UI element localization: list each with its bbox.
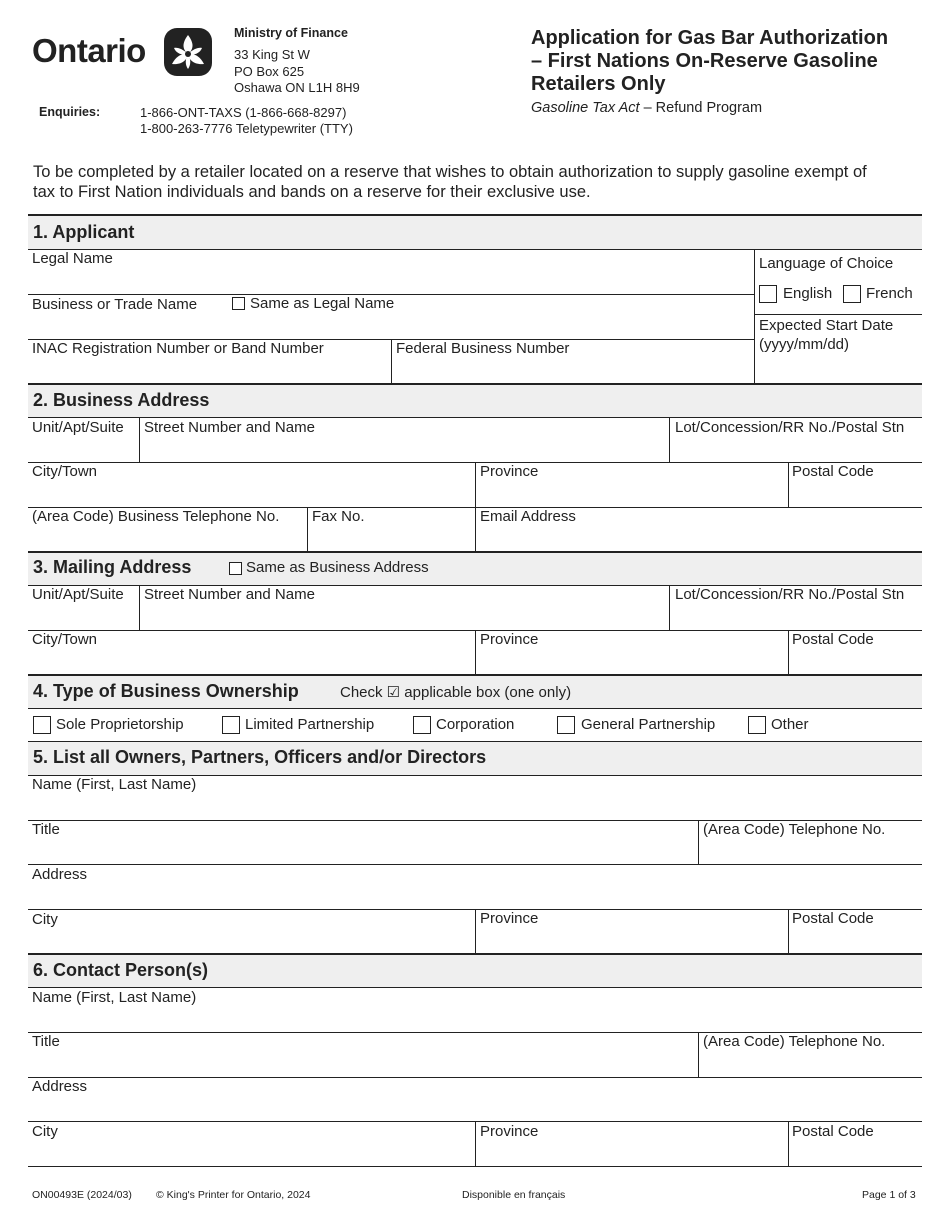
s3-city-label: City/Town: [32, 631, 98, 648]
form-subtitle: [531, 100, 762, 116]
s6-address-field[interactable]: [28, 1078, 922, 1121]
s6-address-label: Address: [32, 1078, 88, 1095]
s2-email-label: Email Address: [480, 508, 576, 525]
s6-postal-label: Postal Code: [792, 1123, 874, 1140]
s6-phone-label: (Area Code) Telephone No.: [703, 1033, 886, 1050]
intro-line1: To be completed by a retailer located on a reserve that wishes to obtain authorization to supply gasoline exempt of: [33, 163, 867, 181]
french-checkbox[interactable]: [843, 285, 861, 303]
logo-wordmark: Ontario: [32, 32, 146, 69]
ministry-address-line3: Oshawa ON L1H 8H9: [234, 80, 360, 95]
inac-number-label: INAC Registration Number or Band Number: [32, 340, 324, 357]
legal-name-input[interactable]: [28, 250, 754, 294]
footer-french: Disponible en français: [462, 1189, 566, 1201]
s5-city-label: City: [32, 911, 58, 928]
same-as-legal-checkbox[interactable]: [232, 297, 245, 310]
s2-fax-label: Fax No.: [312, 508, 365, 525]
same-as-legal-label: Same as Legal Name: [250, 295, 395, 312]
s6-name-label: Name (First, Last Name): [32, 989, 197, 1006]
enquiries-phone1: 1-866-ONT-TAXS (1-866-668-8297): [140, 105, 347, 120]
other-checkbox[interactable]: [748, 716, 766, 734]
limited-partnership-label: Limited Partnership: [245, 716, 375, 733]
section4-title: 4. Type of Business Ownership: [33, 681, 299, 701]
s6-title-input[interactable]: [28, 1033, 698, 1076]
s5-phone-label: (Area Code) Telephone No.: [703, 821, 886, 838]
footer-form-id: ON00493E (2024/03): [32, 1189, 132, 1201]
s5-province-label: Province: [480, 910, 539, 927]
general-partnership-checkbox[interactable]: [557, 716, 575, 734]
s5-title-input[interactable]: [28, 821, 698, 864]
section3-title: 3. Mailing Address: [33, 557, 192, 577]
s2-street-label: Street Number and Name: [144, 419, 315, 436]
s2-unit-label: Unit/Apt/Suite: [32, 419, 124, 436]
corporation-label: Corporation: [436, 716, 515, 733]
enquiries-label: Enquiries:: [39, 105, 101, 119]
start-date-field[interactable]: [755, 355, 922, 383]
section2-title: 2. Business Address: [33, 390, 210, 410]
s2-city-label: City/Town: [32, 463, 98, 480]
legal-name-label: Legal Name: [32, 250, 113, 267]
legal-name-field[interactable]: [28, 250, 754, 294]
s6-title-label: Title: [32, 1033, 60, 1050]
s3-street-label: Street Number and Name: [144, 586, 315, 603]
s2-phone-label: (Area Code) Business Telephone No.: [32, 508, 280, 525]
language-label: Language of Choice: [759, 255, 894, 272]
s6-city-label: City: [32, 1123, 58, 1140]
subtitle-program: – Refund Program: [639, 100, 763, 116]
sole-proprietorship-checkbox[interactable]: [33, 716, 51, 734]
english-checkbox[interactable]: [759, 285, 777, 303]
s6-address-input[interactable]: [28, 1078, 922, 1121]
s5-address-label: Address: [32, 866, 88, 883]
ministry-address-line2: PO Box 625: [234, 64, 305, 79]
sole-proprietorship-label: Sole Proprietorship: [56, 716, 184, 733]
s2-lot-label: Lot/Concession/RR No./Postal Stn: [675, 419, 905, 436]
s5-address-field[interactable]: [28, 865, 922, 909]
section5-title: 5. List all Owners, Partners, Officers and/or Directors: [33, 747, 487, 767]
footer-copyright: © King's Printer for Ontario, 2024: [156, 1189, 311, 1201]
french-label: French: [866, 285, 913, 302]
section1-header: [28, 216, 922, 249]
s6-province-label: Province: [480, 1123, 539, 1140]
section1-title: 1. Applicant: [33, 222, 135, 242]
subtitle-act: Gasoline Tax Act: [531, 100, 640, 116]
enquiries-phone2: 1-800-263-7776 Teletypewriter (TTY): [140, 121, 353, 136]
s3-postal-label: Postal Code: [792, 631, 874, 648]
s5-city-field[interactable]: [28, 910, 475, 953]
start-date-format: (yyyy/mm/dd): [759, 336, 849, 353]
general-partnership-label: General Partnership: [581, 716, 716, 733]
s2-province-label: Province: [480, 463, 539, 480]
s5-city-input[interactable]: [28, 910, 475, 953]
business-name-label: Business or Trade Name: [32, 296, 198, 313]
s6-title-field[interactable]: [28, 1033, 698, 1076]
s5-name-label: Name (First, Last Name): [32, 776, 197, 793]
form-title-line2: – First Nations On-Reserve Gasoline: [531, 50, 878, 72]
trillium-icon: [163, 27, 213, 77]
s5-title-label: Title: [32, 821, 60, 838]
s3-unit-label: Unit/Apt/Suite: [32, 586, 124, 603]
federal-number-label: Federal Business Number: [396, 340, 570, 357]
form-title-line3: Retailers Only: [531, 73, 666, 95]
s5-title-field[interactable]: [28, 821, 698, 864]
s6-city-field[interactable]: [28, 1122, 475, 1165]
s1-rule-right: [754, 314, 922, 315]
limited-partnership-checkbox[interactable]: [222, 716, 240, 734]
section6-title: 6. Contact Person(s): [33, 960, 209, 980]
start-date-label: Expected Start Date: [759, 317, 894, 334]
section4-instruction: Check ☑ applicable box (one only): [340, 684, 572, 701]
form-title-line1: Application for Gas Bar Authorization: [531, 27, 889, 49]
s5-postal-label: Postal Code: [792, 910, 874, 927]
corporation-checkbox[interactable]: [413, 716, 431, 734]
footer-page: Page 1 of 3: [862, 1189, 916, 1201]
other-label: Other: [771, 716, 809, 733]
s3-lot-label: Lot/Concession/RR No./Postal Stn: [675, 586, 905, 603]
s5-address-input[interactable]: [28, 865, 922, 909]
s6-city-input[interactable]: [28, 1122, 475, 1165]
section4-band-rule: [28, 708, 922, 709]
start-date-input[interactable]: [755, 355, 922, 383]
ontario-logo: [32, 28, 217, 78]
s6-bottom-rule: [28, 1166, 922, 1167]
english-label: English: [783, 285, 833, 302]
s2-postal-label: Postal Code: [792, 463, 874, 480]
ministry-name: Ministry of Finance: [234, 26, 348, 40]
intro-line2: tax to First Nation individuals and bands on a reserve for their exclusive use.: [33, 183, 591, 201]
ministry-address-line1: 33 King St W: [234, 47, 310, 62]
s3-province-label: Province: [480, 631, 539, 648]
same-as-business-checkbox[interactable]: [229, 562, 242, 575]
same-as-business-label: Same as Business Address: [246, 559, 429, 576]
